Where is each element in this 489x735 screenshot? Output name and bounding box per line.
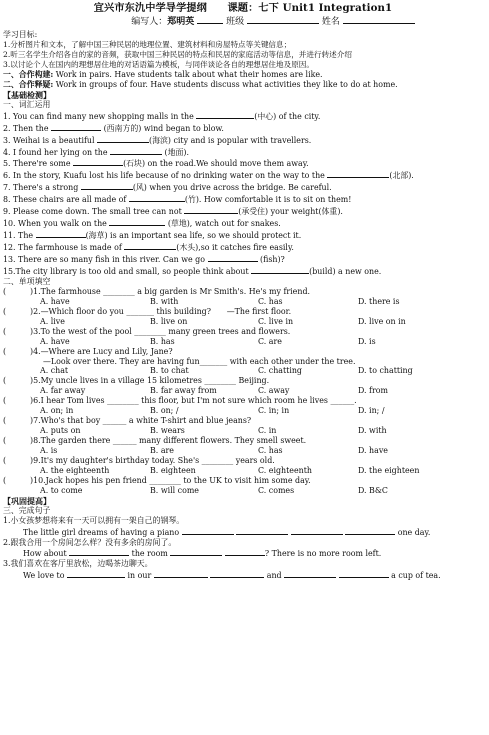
- class-blank[interactable]: [247, 14, 319, 24]
- vocab-question: [3, 253, 483, 265]
- answer-paren[interactable]: (: [3, 416, 7, 426]
- question-stem: )4.—Where are Lucy and Lily, Jane?: [30, 346, 173, 356]
- task-label: 一、合作构建:: [3, 69, 54, 79]
- answer-blank[interactable]: [225, 547, 265, 556]
- task-text: Work in pairs. Have students talk about what their homes are like.: [53, 69, 323, 79]
- option-d[interactable]: D. live on in: [358, 316, 406, 326]
- option-d[interactable]: D. B&C: [358, 485, 388, 495]
- option-a[interactable]: A. to come: [40, 485, 83, 495]
- answer-blank[interactable]: [36, 229, 86, 238]
- answer-paren[interactable]: (: [3, 376, 7, 386]
- option-b[interactable]: B. to chat: [150, 366, 189, 376]
- option-b[interactable]: B. are: [150, 445, 174, 455]
- option-a[interactable]: A. puts on: [40, 426, 81, 436]
- choice-question: [3, 347, 483, 357]
- option-a[interactable]: A. chat: [40, 366, 69, 376]
- goal-item: 2.听三名学生介绍各自的家的音频，获取中国三种民居的特点和民居的家庭活动等信息，并进行转述介绍: [3, 49, 352, 59]
- en-text: How about: [23, 549, 70, 559]
- question-stem: )10.Jack hopes his pen friend ________ to the UK to visit him some day.: [30, 475, 311, 485]
- option-c[interactable]: C. has: [258, 296, 283, 306]
- en-text: one day.: [395, 527, 431, 537]
- section-heading-improve: 【巩固提高】: [3, 495, 51, 506]
- answer-blank[interactable]: [339, 569, 389, 578]
- question-text: (build) a new one.: [309, 267, 382, 277]
- option-d[interactable]: D. is: [358, 336, 376, 346]
- choice-question: [3, 476, 483, 486]
- option-b[interactable]: B. has: [150, 336, 175, 346]
- name-blank[interactable]: [343, 14, 415, 24]
- answer-blank[interactable]: [124, 241, 176, 250]
- question-stem: )2.—Which floor do you _______ this building? —The first floor.: [30, 306, 292, 316]
- en-text: a cup of tea.: [388, 571, 441, 581]
- choice-question: [3, 287, 483, 297]
- section-subheading-choice: 二、单项填空: [3, 277, 51, 287]
- option-c[interactable]: C. comes: [258, 485, 295, 495]
- translate-cn: 1.小女孩梦想将来有一天可以拥有一架自己的钢琴。: [3, 515, 185, 525]
- answer-blank[interactable]: [109, 217, 165, 226]
- choice-question: [3, 376, 483, 386]
- en-text: and: [264, 571, 285, 581]
- question-text: 4. I found her lying on the: [3, 147, 111, 157]
- class-label: 班级: [226, 17, 245, 27]
- question-text: 12. The farmhouse is made of: [3, 243, 125, 253]
- question-text: 8. These chairs are all made of: [3, 195, 129, 205]
- question-stem: )6.I hear Tom lives ________ this floor, but I'm not sure which room he lives ______.: [30, 396, 357, 406]
- option-b[interactable]: B. wears: [150, 426, 185, 436]
- question-text: (草地), watch out for snakes.: [165, 219, 281, 229]
- question-text: (地面).: [162, 147, 189, 157]
- translate-en: [3, 526, 483, 538]
- answer-paren[interactable]: (: [3, 396, 7, 406]
- en-text: in our: [124, 571, 154, 581]
- choice-question: [3, 416, 483, 426]
- choice-question: [3, 307, 483, 317]
- option-a[interactable]: A. far away: [40, 386, 86, 396]
- en-text: We love to: [23, 571, 67, 581]
- question-stem: )8.The garden there ______ many different flowers. They smell sweet.: [30, 436, 307, 446]
- option-b[interactable]: B. on; /: [150, 406, 179, 416]
- answer-paren[interactable]: (: [3, 455, 7, 465]
- vocab-question: [3, 217, 483, 229]
- question-text: (竹). How comfortable it is to sit on them!: [184, 195, 352, 205]
- author-label: 编写人：: [131, 17, 168, 27]
- question-text: 3. Weihai is a beautiful: [3, 135, 98, 145]
- vocab-question: [3, 122, 483, 134]
- name-label: 姓名: [321, 17, 340, 27]
- answer-blank[interactable]: [67, 569, 125, 578]
- answer-blank[interactable]: [97, 134, 149, 143]
- question-text: (fish)?: [257, 255, 285, 265]
- answer-paren[interactable]: (: [3, 346, 7, 356]
- vocab-question: [3, 134, 483, 146]
- question-text: (海草) is an important sea life, so we should protect it.: [85, 231, 302, 241]
- choice-question: [3, 396, 483, 406]
- task-item: [3, 70, 483, 80]
- section-subheading-vocab: 一、词汇运用: [3, 99, 51, 109]
- question-text: 1. You can find many new shopping malls in the: [3, 111, 197, 121]
- question-text: 2. Then the: [3, 123, 52, 133]
- option-d[interactable]: D. the eighteen: [358, 465, 420, 475]
- answer-blank[interactable]: [208, 253, 258, 262]
- option-row: [3, 486, 483, 496]
- answer-blank[interactable]: [236, 526, 288, 535]
- question-text: 15.The city library is too old and small, so people think about: [3, 267, 252, 277]
- answer-blank[interactable]: [327, 169, 389, 178]
- option-row: [3, 406, 483, 416]
- option-d[interactable]: D. there is: [358, 296, 400, 306]
- option-row: [3, 446, 483, 456]
- option-b[interactable]: B. will come: [150, 485, 199, 495]
- question-text: 7. There's a strong: [3, 183, 81, 193]
- option-row: [3, 337, 483, 347]
- answer-paren[interactable]: (: [3, 475, 7, 485]
- translate-cn: 3.我们喜欢在客厅里放松，边喝茶边聊天。: [3, 559, 153, 569]
- translate-cn: 2.跟我合用一个房间怎么样？没有多余的房间了。: [3, 537, 177, 547]
- choice-question: [3, 327, 483, 337]
- question-text: 5. There're some: [3, 159, 74, 169]
- answer-blank[interactable]: [129, 193, 185, 202]
- question-text: (中心) of the city.: [254, 111, 321, 121]
- option-d[interactable]: D. in; /: [358, 406, 385, 416]
- option-c[interactable]: C. live in: [258, 316, 294, 326]
- question-text: (风) when you drive across the bridge. Be careful.: [132, 183, 332, 193]
- option-c[interactable]: C. in: [258, 426, 277, 436]
- option-b[interactable]: B. eighteen: [150, 465, 196, 475]
- vocab-list: [3, 110, 483, 277]
- vocab-question: [3, 169, 483, 181]
- goals-heading: 学习目标:: [3, 30, 38, 39]
- question-text: (石块) on the road.We should move them away.: [123, 159, 309, 169]
- question-stem: )9.It's my daughter's birthday today. She's ________ years old.: [30, 455, 275, 465]
- translate-en: [3, 569, 483, 581]
- answer-blank[interactable]: [154, 569, 208, 578]
- option-a[interactable]: A. have: [40, 336, 70, 346]
- answer-blank[interactable]: [345, 526, 395, 535]
- vocab-question: [3, 229, 483, 241]
- option-d[interactable]: D. have: [358, 445, 388, 455]
- vocab-question: [3, 205, 483, 217]
- answer-blank[interactable]: [291, 526, 343, 535]
- option-c[interactable]: C. eighteenth: [258, 465, 312, 475]
- goal-item: 3.以讨论个人在国内的理想居住地的对话语篇为模板，与同伴谈论各自的理想居住地及原因。: [3, 59, 314, 69]
- answer-blank[interactable]: [170, 547, 222, 556]
- section-subheading-complete: 三、完成句子: [3, 505, 51, 515]
- question-text: (北部).: [389, 171, 414, 181]
- choice-question: [3, 436, 483, 446]
- goal-item: 1.分析图片和文本，了解中国三种民居的地理位置、建筑材料和房屋特点等关键信息；: [3, 39, 292, 49]
- option-b[interactable]: B. far away from: [150, 386, 217, 396]
- vocab-question: [3, 157, 483, 169]
- option-d[interactable]: D. with: [358, 426, 387, 436]
- option-a[interactable]: A. on; in: [40, 406, 74, 416]
- answer-blank[interactable]: [51, 122, 101, 131]
- en-text: The little girl dreams of having a piano: [23, 527, 182, 537]
- question-text: (木头),so it catches fire easily.: [176, 243, 294, 253]
- option-row: [3, 317, 483, 327]
- section-heading-basic: 【基础检测】: [3, 89, 51, 100]
- question-text: 9. Please come down. The small tree can not: [3, 207, 185, 217]
- answer-blank[interactable]: [251, 265, 309, 274]
- question-text: 6. In the story, Kuafu lost his life because of no drinking water on the way to the: [3, 171, 328, 181]
- option-row: [3, 386, 483, 396]
- answer-blank[interactable]: [81, 181, 133, 190]
- answer-paren[interactable]: (: [3, 286, 7, 296]
- answer-paren[interactable]: (: [3, 436, 7, 446]
- question-text: 11. The: [3, 231, 36, 241]
- task-text: Work in groups of four. Have students discuss what activities they like to do at home.: [53, 79, 398, 89]
- question-stem: )1.The farmhouse ________ a big garden is Mr Smith's. He's my friend.: [30, 286, 310, 296]
- answer-paren[interactable]: (: [3, 326, 7, 336]
- question-stem: )3.To the west of the pool ________ many green trees and flowers.: [30, 326, 291, 336]
- option-c[interactable]: C. has: [258, 445, 283, 455]
- question-text: 13. There are so many fish in this river. Can we go: [3, 255, 208, 265]
- question-text: (海滨) city and is popular with travellers.: [149, 135, 312, 145]
- answer-blank[interactable]: [73, 157, 123, 166]
- choice-list: [3, 287, 483, 496]
- task-item: [3, 80, 483, 90]
- vocab-question: [3, 181, 483, 193]
- answer-blank[interactable]: [184, 205, 238, 214]
- option-a[interactable]: A. live: [40, 316, 65, 326]
- author-name: 郑明英: [167, 17, 195, 27]
- question-stem: )7.Who's that boy ______ a white T-shirt and blue jeans?: [30, 416, 252, 426]
- option-d[interactable]: D. to chatting: [358, 366, 413, 376]
- translate-en: [3, 547, 483, 559]
- option-row: [3, 297, 483, 307]
- option-row: [3, 426, 483, 436]
- answer-blank[interactable]: [69, 547, 129, 556]
- question-text: 10. When you walk on the: [3, 219, 110, 229]
- question-text: (西南方的) wind began to blow.: [101, 123, 224, 133]
- option-b[interactable]: B. live on: [150, 316, 188, 326]
- choice-question: [3, 456, 483, 466]
- option-a[interactable]: A. is: [40, 445, 58, 455]
- option-c[interactable]: C. are: [258, 336, 282, 346]
- option-row: [3, 366, 483, 376]
- en-text: ? There is no more room left.: [264, 549, 382, 559]
- vocab-question: [3, 146, 483, 158]
- en-text: the room: [129, 549, 171, 559]
- answer-blank[interactable]: [210, 569, 264, 578]
- answer-blank[interactable]: [196, 110, 254, 119]
- question-stem: )5.My uncle lives in a village 15 kilometres ________ Beijing.: [30, 376, 270, 386]
- answer-paren[interactable]: (: [3, 306, 7, 316]
- vocab-question: [3, 193, 483, 205]
- question-text: (承受住) your weight(体重).: [238, 207, 343, 217]
- option-d[interactable]: D. from: [358, 386, 388, 396]
- worksheet-meta: [63, 14, 483, 28]
- option-c[interactable]: C. in; in: [258, 406, 290, 416]
- option-b[interactable]: B. with: [150, 296, 179, 306]
- vocab-question: [3, 265, 483, 277]
- answer-blank[interactable]: [110, 146, 162, 155]
- author-underline: [197, 14, 223, 24]
- answer-blank[interactable]: [284, 569, 336, 578]
- vocab-question: [3, 110, 483, 122]
- vocab-question: [3, 241, 483, 253]
- task-label: 二、合作释疑:: [3, 79, 54, 89]
- option-a[interactable]: A. the eighteenth: [40, 465, 110, 475]
- option-row: [3, 466, 483, 476]
- question-stem-continued: —Look over there. They are having fun_______ with each other under the tree.: [43, 356, 356, 366]
- option-c[interactable]: C. chatting: [258, 366, 302, 376]
- worksheet-title: 宜兴市东氿中学导学提纲 课题：七下 Unit1 Integration1: [93, 2, 393, 14]
- option-a[interactable]: A. have: [40, 296, 70, 306]
- answer-blank[interactable]: [182, 526, 234, 535]
- option-c[interactable]: C. away: [258, 386, 290, 396]
